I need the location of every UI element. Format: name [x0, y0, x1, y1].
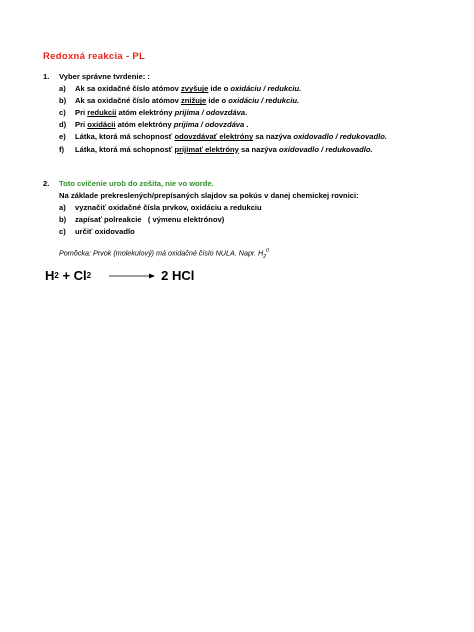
hint-body: Pomôcka: Prvok (molekulový) má oxidačné číslo NULA. Napr. H	[59, 248, 264, 258]
item-text-underlined: odovzdávať elektróny	[174, 132, 254, 142]
item-label: a)	[59, 203, 66, 213]
item-text-underlined: oxidácii	[87, 120, 116, 130]
question-1-item	[43, 120, 443, 132]
question-1	[43, 72, 443, 157]
reactant-1-subscript: 2	[54, 271, 59, 280]
hint-subscript: 2	[263, 253, 267, 260]
item-text-pre: Pri	[75, 108, 88, 118]
reactant-2: Cl	[73, 268, 87, 283]
question-instruction: Na základe prekreslených/prepísaných slajdov sa pokús v danej chemickej rovnici:	[59, 191, 359, 201]
item-text: určiť oxidovadlo	[75, 227, 135, 237]
question-1-item	[43, 132, 443, 144]
item-text-post: .	[245, 108, 248, 118]
item-options: prijíma / odovzdáva	[174, 108, 246, 118]
reactant-1: H	[45, 268, 55, 283]
item-text: vyznačiť oxidačné čísla prvkov, oxidáciu a redukciu	[75, 203, 262, 213]
product: 2 HCl	[161, 268, 195, 283]
hint-text	[59, 248, 269, 260]
item-label: c)	[59, 227, 66, 237]
item-label: e)	[59, 132, 66, 142]
item-text-underlined: znižuje	[180, 96, 207, 106]
item-text-underlined: prijímať elektróny	[174, 144, 239, 154]
item-options: oxidáciu / redukciu.	[230, 84, 302, 94]
item-text-mid: atóm elektróny	[115, 120, 174, 130]
plus-sign: +	[58, 268, 74, 283]
item-label: d)	[59, 120, 67, 130]
question-1-item	[43, 84, 443, 96]
item-label: c)	[59, 108, 66, 118]
item-text-mid: sa nazýva	[238, 144, 279, 154]
item-text-mid: ide o	[208, 84, 231, 94]
hint-superscript: 0	[266, 248, 269, 254]
item-options: oxidovadlo / redukovadlo.	[293, 132, 387, 142]
item-text-pre: Ak sa oxidačné číslo atómov	[75, 96, 181, 106]
question-2-item	[43, 203, 443, 215]
worksheet-title: Redoxná reakcia - PL	[43, 51, 146, 62]
question-2	[43, 179, 443, 239]
chemical-equation	[45, 268, 194, 283]
question-1-items	[43, 84, 443, 157]
item-text-pre: Ak sa oxidačné číslo atómov	[75, 84, 181, 94]
item-options: oxidovadlo / redukovadlo.	[278, 144, 373, 154]
question-1-item	[43, 145, 443, 157]
question-title: Vyber správne tvrdenie: :	[59, 72, 150, 81]
item-text-post: .	[244, 120, 249, 130]
item-text-underlined: redukcii	[87, 108, 117, 118]
item-text-mid: ide o	[206, 96, 229, 106]
item-text-underlined: zvyšuje	[180, 84, 209, 94]
item-label: b)	[59, 215, 67, 225]
item-text: zapísať polreakcie ( výmenu elektrónov)	[75, 215, 225, 225]
item-text-pre: Látka, ktorá má schopnosť	[75, 132, 175, 142]
item-options: oxidáciu / redukciu.	[228, 96, 300, 106]
question-heading: Toto cvičenie urob do zošita, nie vo worde.	[59, 179, 214, 188]
question-1-item	[43, 96, 443, 108]
item-label: a)	[59, 84, 66, 94]
question-number: 1.	[43, 72, 50, 81]
item-label: f)	[59, 144, 65, 154]
item-text-pre: Pri	[75, 120, 88, 130]
item-text-mid: atóm elektróny	[116, 108, 175, 118]
reaction-arrow-icon	[109, 268, 155, 283]
question-2-header	[43, 179, 443, 191]
question-2-item	[43, 227, 443, 239]
item-options: prijíma / odovzdáva	[173, 120, 245, 130]
question-1-header	[43, 72, 443, 84]
reactant-2-subscript: 2	[86, 271, 92, 280]
item-label: b)	[59, 96, 67, 106]
question-1-item	[43, 108, 443, 120]
question-2-items	[43, 203, 443, 239]
question-number: 2.	[43, 179, 50, 188]
question-2-item	[43, 215, 443, 227]
item-text-mid: sa nazýva	[253, 132, 294, 142]
item-text-pre: Látka, ktorá má schopnosť	[75, 144, 175, 154]
